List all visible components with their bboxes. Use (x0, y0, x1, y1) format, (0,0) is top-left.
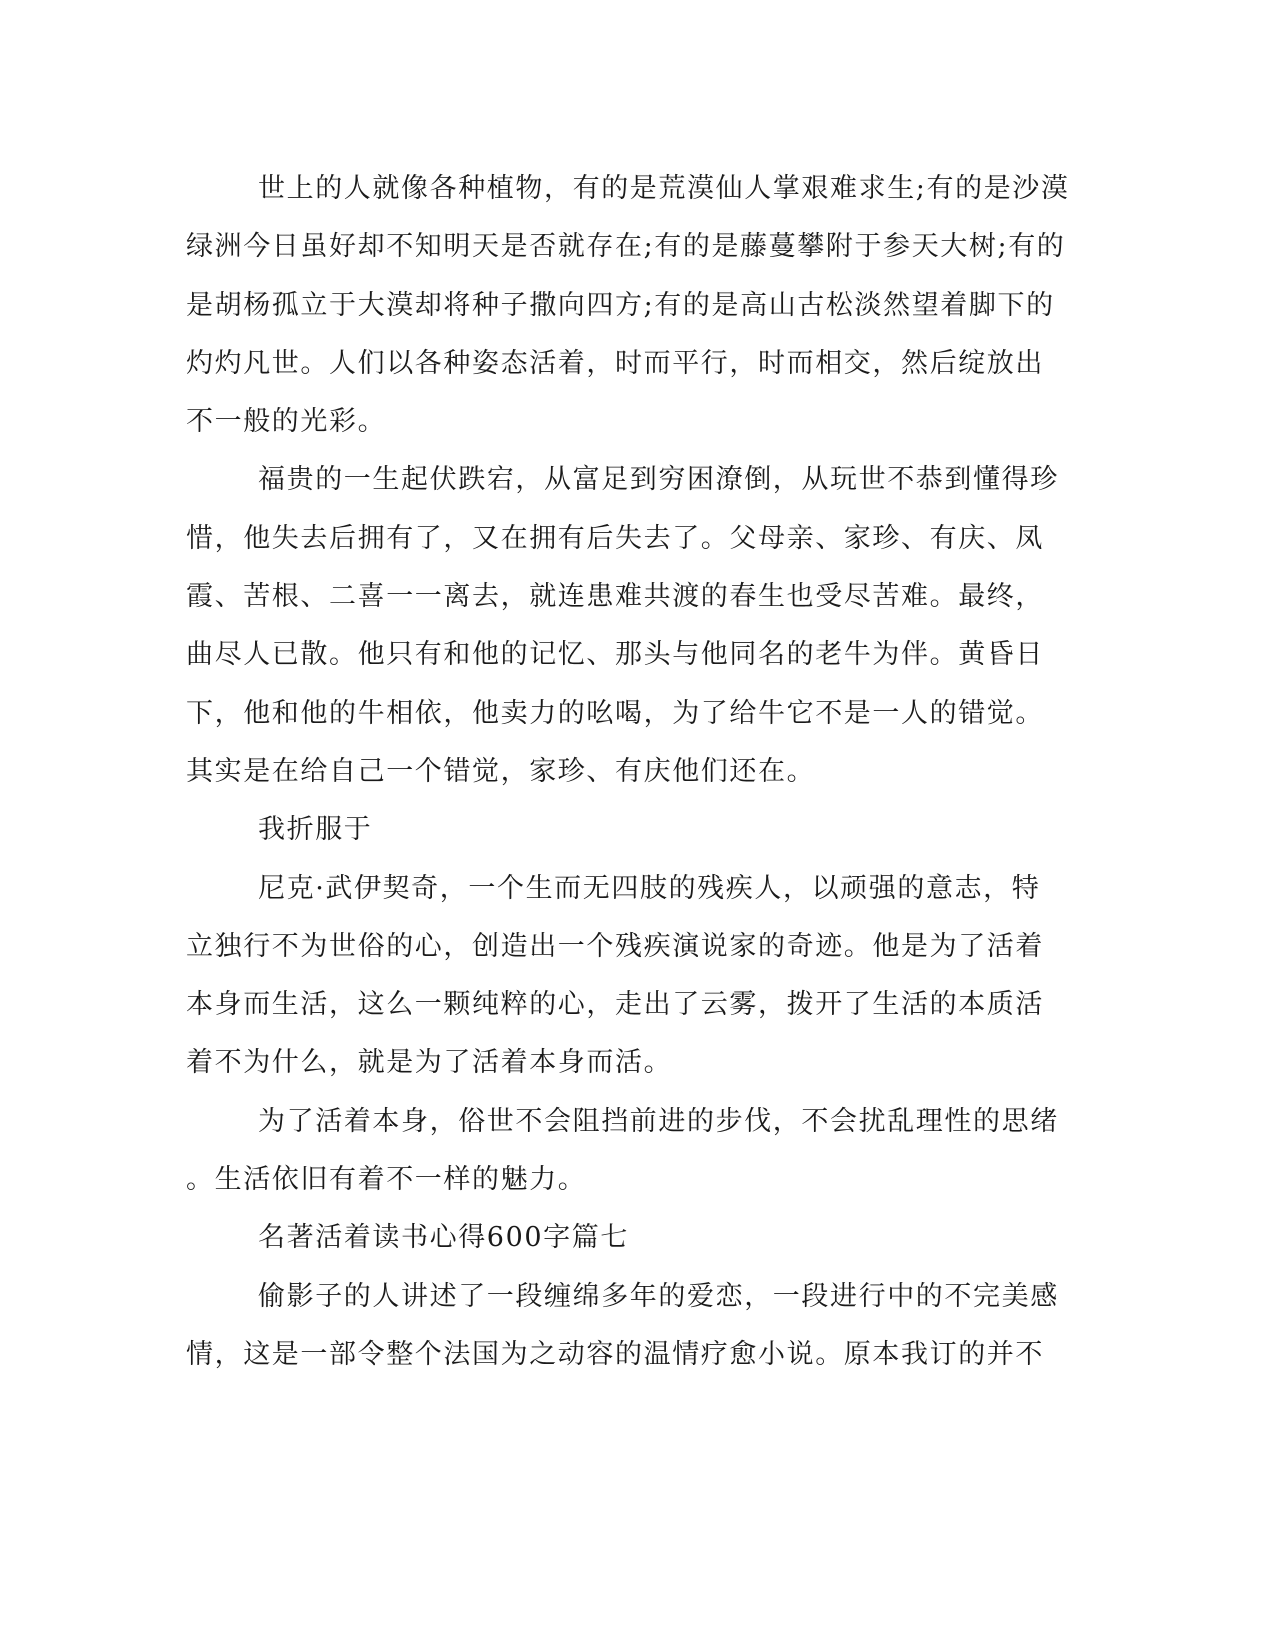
text-line: 为了活着本身，俗世不会阻挡前进的步伐，不会扰乱理性的思绪 (258, 1105, 1059, 1137)
text-line: 绿洲今日虽好却不知明天是否就存在;有的是藤蔓攀附于参天大树;有的 (186, 231, 1066, 263)
text-line: 曲尽人已散。他只有和他的记忆、那头与他同名的老牛为伴。黄昏日 (186, 639, 1044, 671)
text-line: 情，这是一部令整个法国为之动容的温情疗愈小说。原本我订的并不 (186, 1338, 1044, 1370)
paragraph-shadow-thief (186, 1268, 1066, 1385)
paragraph-nick (186, 860, 1066, 1093)
section-title: 名著活着读书心得600字篇七 (258, 1222, 629, 1254)
text-line: 我折服于 (258, 814, 373, 846)
paragraph-admire (186, 801, 1066, 859)
text-line: 。生活依旧有着不一样的魅力。 (186, 1164, 587, 1196)
paragraph-fugui (186, 451, 1066, 801)
text-line: 霞、苦根、二喜一一离去，就连患难共渡的春生也受尽苦难。最终， (186, 581, 1044, 613)
text-line: 福贵的一生起伏跌宕，从富足到穷困潦倒，从玩世不恭到懂得珍 (258, 464, 1059, 496)
paragraph-living (186, 1093, 1066, 1210)
text-line: 着不为什么，就是为了活着本身而活。 (186, 1047, 673, 1079)
text-line: 其实是在给自己一个错觉，家珍、有庆他们还在。 (186, 755, 816, 787)
text-line: 灼灼凡世。人们以各种姿态活着，时而平行，时而相交，然后绽放出 (186, 347, 1044, 379)
text-line: 偷影子的人讲述了一段缠绵多年的爱恋，一段进行中的不完美感 (258, 1280, 1059, 1312)
text-line: 惜，他失去后拥有了，又在拥有后失去了。父母亲、家珍、有庆、凤 (186, 522, 1044, 554)
text-line: 是胡杨孤立于大漠却将种子撒向四方;有的是高山古松淡然望着脚下的 (186, 289, 1055, 321)
section-heading (186, 1209, 1066, 1267)
text-line: 世上的人就像各种植物，有的是荒漠仙人掌艰难求生;有的是沙漠 (258, 173, 1070, 204)
text-line: 尼克·武伊契奇，一个生而无四肢的残疾人，以顽强的意志，特 (258, 872, 1041, 904)
text-line: 不一般的光彩。 (186, 406, 387, 438)
document-body (186, 160, 1070, 1384)
paragraph-plants (186, 160, 1070, 451)
text-line: 下，他和他的牛相依，他卖力的吆喝，为了给牛它不是一人的错觉。 (186, 697, 1044, 729)
text-line: 立独行不为世俗的心，创造出一个残疾演说家的奇迹。他是为了活着 (186, 930, 1044, 962)
text-line: 本身而生活，这么一颗纯粹的心，走出了云雾，拨开了生活的本质活 (186, 989, 1044, 1021)
